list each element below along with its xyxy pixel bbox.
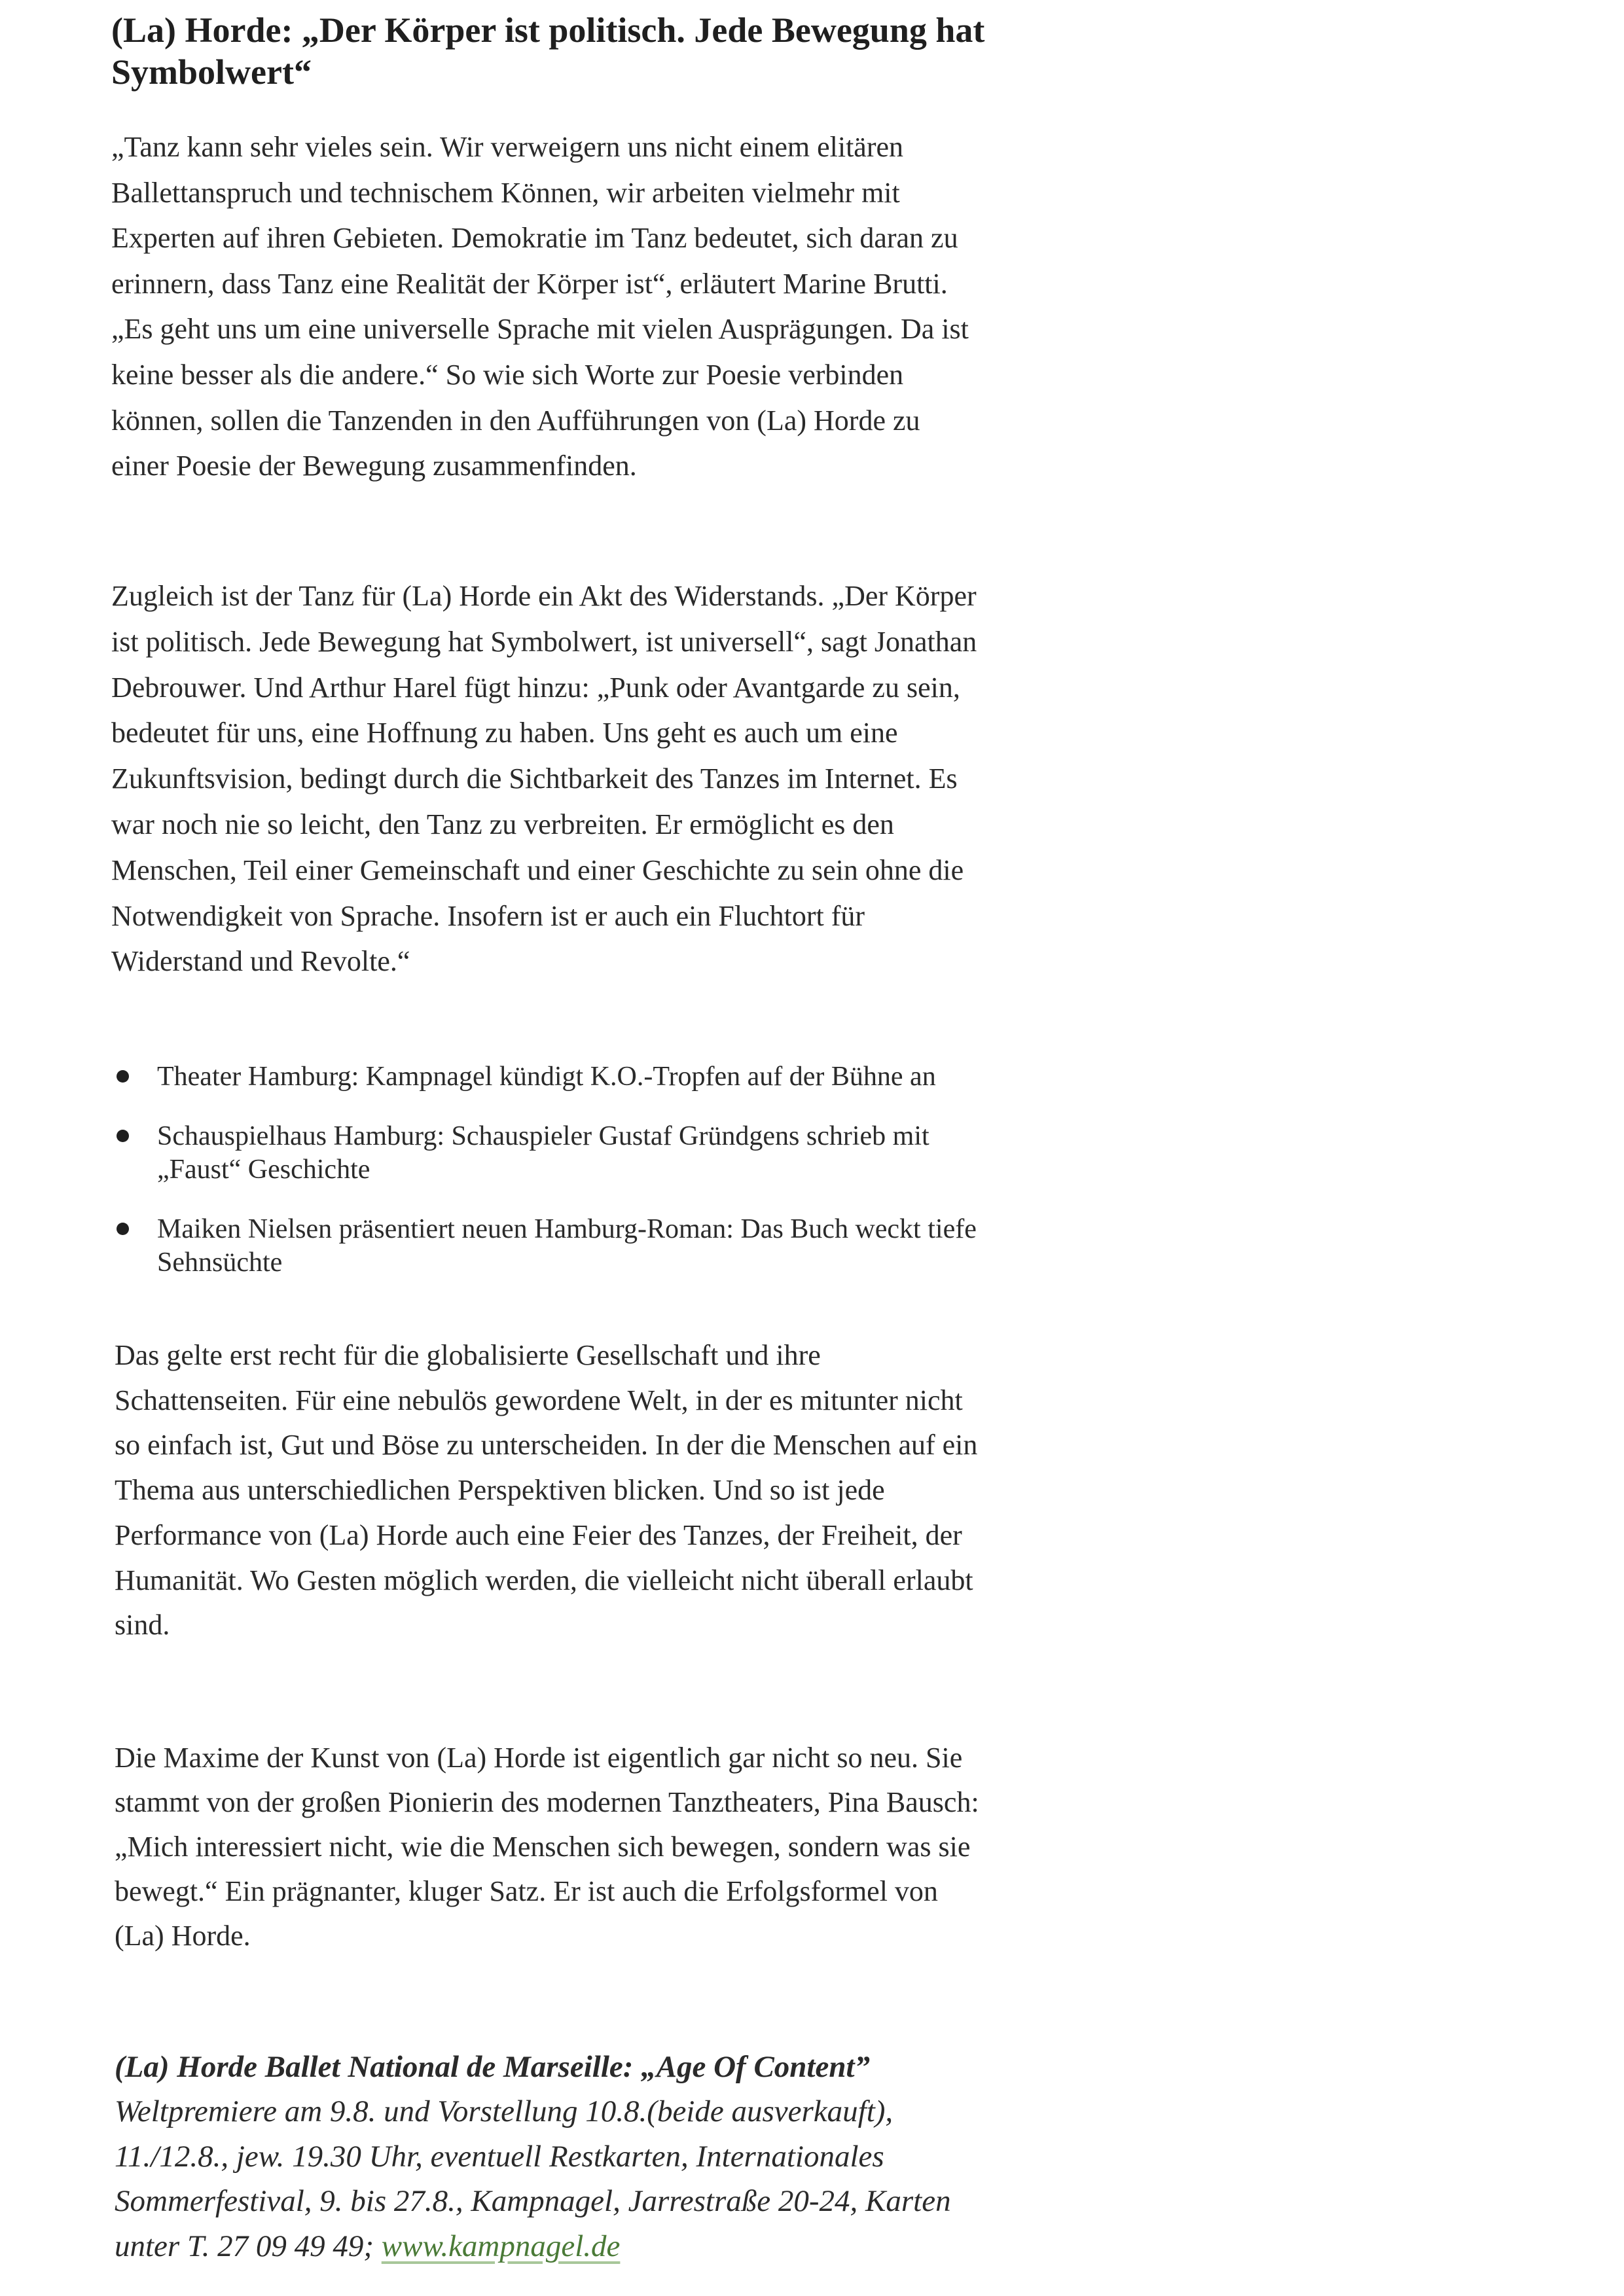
event-info-box	[115, 2045, 1005, 2269]
related-article-link[interactable]: Schauspielhaus Hamburg: Schauspieler Gustaf Gründgens schrieb mit „Faust“ Geschichte	[157, 1121, 929, 1185]
article-paragraph: Die Maxime der Kunst von (La) Horde ist eigentlich gar nicht so neu. Sie stammt von der großen Pionierin des modernen Tanztheaters, Pina Bausch: „Mich interessiert nicht, wie die Menschen sich bewegen, sondern was sie bewegt.“ Ein prägnanter, kluger Satz. Er ist auch die Erfolgsformel von (La) Horde.	[115, 1742, 979, 1952]
related-article-item[interactable]	[111, 1060, 982, 1094]
related-articles-list	[111, 1060, 982, 1306]
article-paragraph: Zugleich ist der Tanz für (La) Horde ein Akt des Widerstands. „Der Körper ist politisch. Jede Bewegung hat Symbolwert, ist universell“, sagt Jonathan Debrouwer. Und Arthur Harel fügt hinzu: „Punk oder Avantgarde zu sein, bedeutet für uns, eine Hoffnung zu haben. Uns geht es auch um eine Zukunftsvision, bedingt durch die Sichtbarkeit des Tanzes im Internet. Es war noch nie so leicht, den Tanz zu verbreiten. Er ermöglicht es den Menschen, Teil einer Gemeinschaft und einer Geschichte zu sein ohne die Notwendigkeit von Sprache. Insofern ist er auch ein Fluchtort für Widerstand und Revolte.“	[111, 580, 977, 978]
related-article-item[interactable]	[111, 1213, 982, 1280]
event-title: (La) Horde Ballet National de Marseille: „Age Of Content”	[115, 2050, 871, 2084]
article-paragraph: Das gelte erst recht für die globalisierte Gesellschaft und ihre Schattenseiten. Für eine nebulös gewordene Welt, in der es mitunter nicht so einfach ist, Gut und Böse zu unterscheiden. In der die Menschen auf ein Thema aus unterschiedlichen Perspektiven blicken. Und so ist jede Performance von (La) Horde auch eine Feier des Tanzes, der Freiheit, der Humanität. Wo Gesten möglich werden, die vielleicht nicht überall erlaubt sind.	[115, 1339, 978, 1641]
bullet-icon	[117, 1070, 129, 1083]
bullet-icon	[117, 1130, 129, 1142]
kampnagel-website-link[interactable]: www.kampnagel.de	[381, 2229, 621, 2263]
event-details: Weltpremiere am 9.8. und Vorstellung 10.8.(beide ausverkauft), 11./12.8., jew. 19.30 Uhr, eventuell Restkarten, Internationales Sommerfestival, 9. bis 27.8., Kampnagel, Jarrestraße 20-24, Karten unter T. 27 09 49 49;	[115, 2094, 951, 2263]
bullet-icon	[117, 1223, 129, 1235]
section-headline: (La) Horde: „Der Körper ist politisch. Jede Bewegung hat Symbolwert“	[111, 10, 985, 92]
related-article-link[interactable]: Theater Hamburg: Kampnagel kündigt K.O.-Tropfen auf der Bühne an	[157, 1062, 936, 1092]
related-article-link[interactable]: Maiken Nielsen präsentiert neuen Hamburg-Roman: Das Buch weckt tiefe Sehnsüchte	[157, 1214, 977, 1278]
article-paragraph: „Tanz kann sehr vieles sein. Wir verweigern uns nicht einem elitären Ballettanspruch und technischem Können, wir arbeiten vielmehr mit Experten auf ihren Gebieten. Demokratie im Tanz bedeutet, sich daran zu erinnern, dass Tanz eine Realität der Körper ist“, erläutert Marine Brutti. „Es geht uns um eine universelle Sprache mit vielen Ausprägungen. Da ist keine besser als die andere.“ So wie sich Worte zur Poesie verbinden können, sollen die Tanzenden in den Aufführungen von (La) Horde zu einer Poesie der Bewegung zusammenfinden.	[111, 131, 969, 482]
related-article-item[interactable]	[111, 1120, 982, 1187]
